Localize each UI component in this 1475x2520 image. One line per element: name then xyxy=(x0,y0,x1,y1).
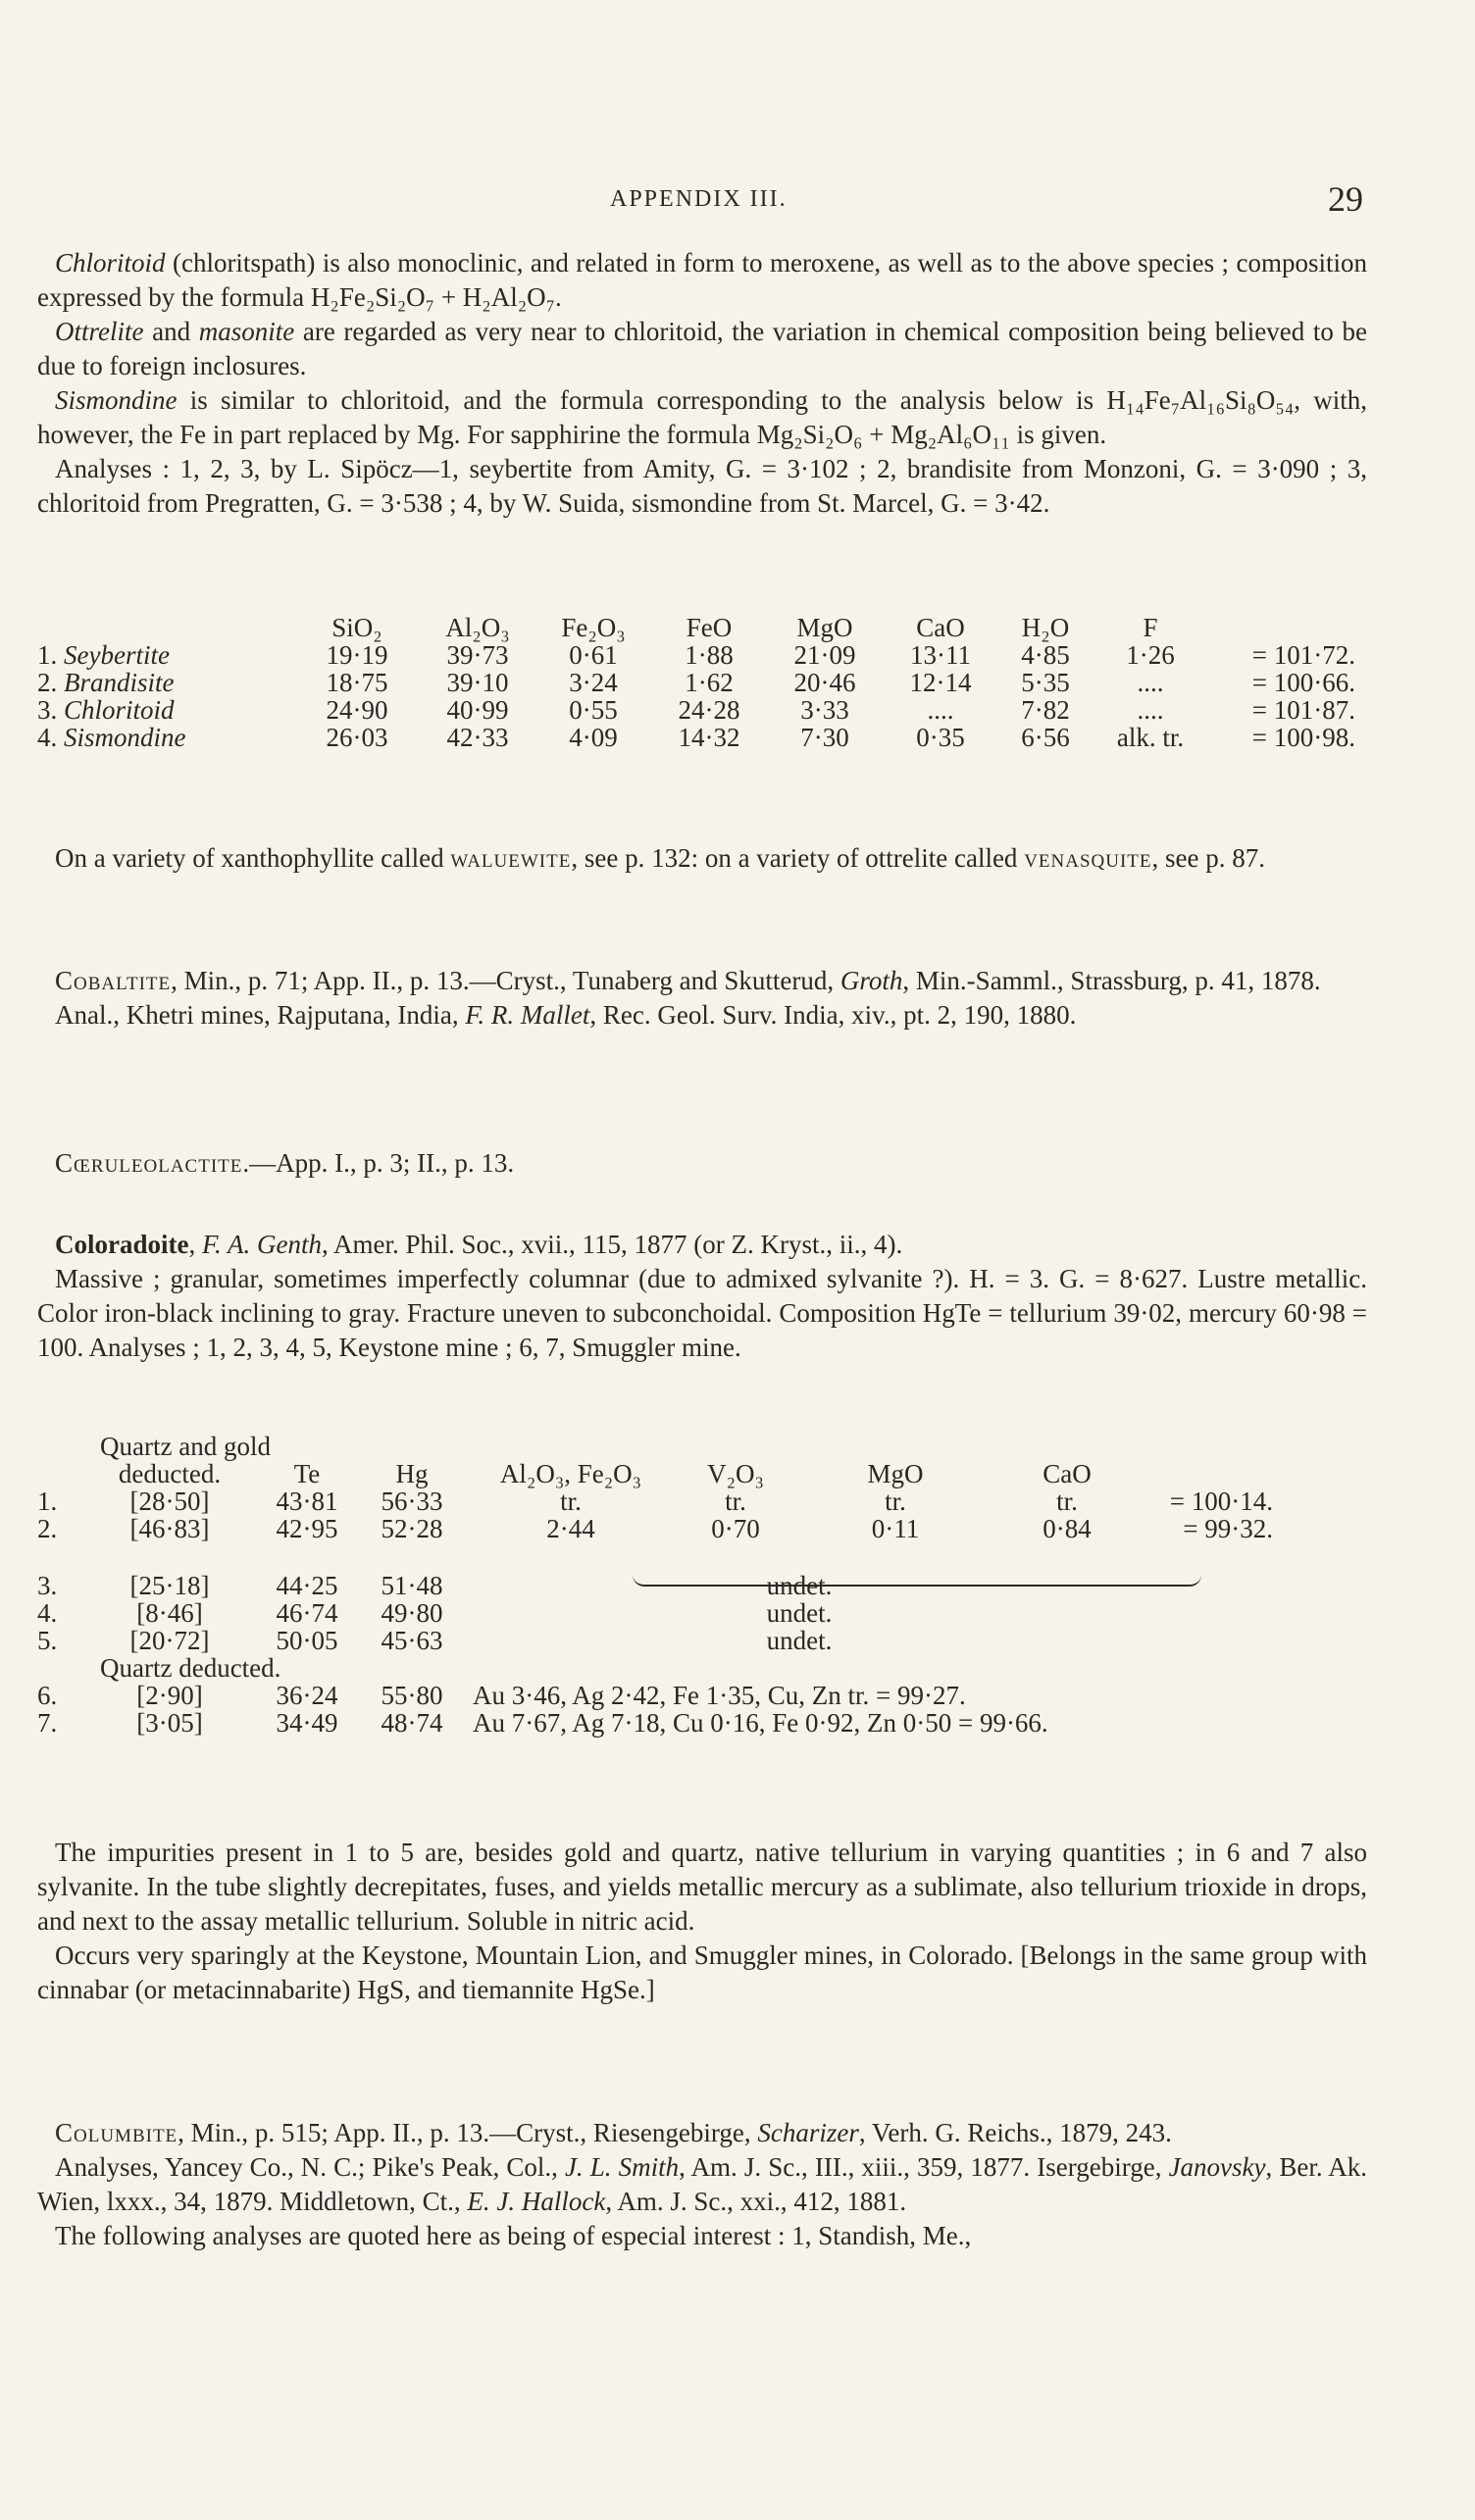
paragraph-text: The impurities present in 1 to 5 are, besides gold and quartz, native tellurium in varying quantities ; in 6 and 7 also sylvanite. In the tube slightly decrepitates, fuses, and yields metallic mercury as a sublimate, also tellurium trioxide in drops, and next to the assay metallic tellurium. Soluble in nitric acid. xyxy=(37,1838,1367,1936)
cell: 3·33 xyxy=(800,695,849,725)
cell: 42·33 xyxy=(446,723,509,752)
mineral-name: Ottrelite xyxy=(55,317,144,346)
paragraph-impurities xyxy=(37,1836,1367,2007)
row-name: Chloritoid xyxy=(64,695,175,725)
cell: 1·26 xyxy=(1126,640,1175,670)
cell: 26·03 xyxy=(326,723,388,752)
author: Scharizer xyxy=(757,2118,859,2147)
column-header: F xyxy=(1143,613,1158,642)
paragraph-text: , Am. J. Sc., III., xiii., 359, 1877. Isergebirge, xyxy=(679,2152,1169,2182)
cell: 44·25 xyxy=(276,1571,338,1600)
mineral-name: Sismondine xyxy=(55,385,178,415)
cell: 0·11 xyxy=(871,1514,920,1543)
cell: 12·14 xyxy=(909,668,972,697)
entry-heading: Columbite xyxy=(55,2118,178,2147)
author: J. L. Smith xyxy=(564,2152,680,2182)
row-label: 2. xyxy=(37,668,64,697)
cell: 34·49 xyxy=(276,1708,338,1738)
cell: tr. xyxy=(725,1487,746,1516)
paragraph-text: , Ber. Ak. Wien, lxxx., 34, 1879. Middletown, Ct., xyxy=(37,2152,1367,2216)
paragraph-text: Massive ; granular, sometimes imperfectly columnar (due to admixed sylvanite ?). H. = 3. G. = 8·627. Lustre metallic. Color iron-black inclining to gray. Fracture uneven to subconchoidal. Composition HgTe = tellurium 39·02, mercury 60·98 = 100. Analyses ; 1, 2, 3, 4, 5, Keystone mine ; 6, 7, Smuggler mine. xyxy=(37,1264,1367,1362)
author: Groth xyxy=(839,966,903,995)
table-row xyxy=(37,1682,1273,1709)
cell: 0·55 xyxy=(569,695,618,725)
column-header: FeO xyxy=(686,613,733,642)
row-total: = 100·98. xyxy=(1251,723,1355,752)
author: E. J. Hallock xyxy=(467,2187,606,2216)
cell: 13·11 xyxy=(910,640,971,670)
column-header: Quartz and gold xyxy=(100,1432,271,1461)
cell: 4·09 xyxy=(569,723,618,752)
paragraph-text: Analyses : 1, 2, 3, by L. Sipöcz—1, seybertite from Amity, G. = 3·102 ; 2, brandisite from Monzoni, G. = 3·090 ; 3, chloritoid from Pregratten, G. = 3·538 ; 4, by W. Suida, sismondine from St. Marcel, G. = 3·42. xyxy=(37,454,1367,518)
cell: 7·82 xyxy=(1021,695,1070,725)
cell: 21·09 xyxy=(793,640,856,670)
row-label: 3. xyxy=(37,695,64,725)
cell: 20·46 xyxy=(793,668,856,697)
cell: 1·88 xyxy=(685,640,734,670)
paragraph-text: Anal., Khetri mines, Rajputana, India, xyxy=(55,1000,466,1030)
cell: 18·75 xyxy=(326,668,388,697)
mineral-name: masonite xyxy=(198,317,295,346)
row-label: 1. xyxy=(37,640,64,670)
cell: 19·19 xyxy=(326,640,388,670)
author: Janovsky xyxy=(1168,2152,1266,2182)
paragraph-chloritoid xyxy=(37,246,1367,521)
cell: undet. xyxy=(766,1571,833,1600)
cell: 56·33 xyxy=(381,1487,443,1516)
grouping-brace xyxy=(633,1575,1201,1587)
table-row xyxy=(37,1627,1273,1654)
cell: alk. tr. xyxy=(1116,723,1185,752)
header-title: APPENDIX III. xyxy=(610,186,788,212)
entry-columbite xyxy=(37,2116,1367,2253)
cell: [3·05] xyxy=(136,1708,203,1738)
subheading: Quartz deducted. xyxy=(100,1653,281,1683)
paragraph-text: , Rec. Geol. Surv. India, xiv., pt. 2, 190, 1880. xyxy=(589,1000,1077,1030)
paragraph-text: , Min., p. 515; App. II., p. 13.—Cryst., Riesengebirge, xyxy=(178,2118,758,2147)
cell: 4·85 xyxy=(1021,640,1070,670)
row-total: = 100·14. xyxy=(1169,1487,1273,1516)
cell: 45·63 xyxy=(381,1626,443,1655)
cell: 40·99 xyxy=(446,695,509,725)
entry-cobaltite xyxy=(37,964,1367,1033)
column-header: CaO xyxy=(916,613,965,642)
cell: 42·95 xyxy=(276,1514,338,1543)
mineral-name: venasquite xyxy=(1024,843,1152,873)
entry-heading: Cobaltite xyxy=(55,966,172,995)
column-header: Al₂O₃, Fe₂O₃ xyxy=(499,1459,642,1488)
column-header: CaO xyxy=(1043,1459,1092,1488)
cell: [20·72] xyxy=(129,1626,210,1655)
paragraph-walue-wite xyxy=(37,841,1367,876)
cell: 3·24 xyxy=(569,668,618,697)
row-name: Brandisite xyxy=(64,668,175,697)
table-row xyxy=(37,1487,1273,1515)
cell: 5·35 xyxy=(1021,668,1070,697)
column-header: MgO xyxy=(796,613,853,642)
row-number: 6. xyxy=(37,1681,58,1710)
row-number: 1. xyxy=(37,1487,58,1516)
cell: tr. xyxy=(560,1487,582,1516)
column-header: V₂O₃ xyxy=(707,1459,764,1488)
cell: 0·84 xyxy=(1043,1514,1092,1543)
entry-coloradoite xyxy=(37,1228,1367,1365)
row-number: 2. xyxy=(37,1514,58,1543)
row-name: Sismondine xyxy=(64,723,186,752)
table-row xyxy=(37,669,1355,696)
cell: 24·90 xyxy=(326,695,388,725)
paragraph-text: , Am. J. Sc., xxi., 412, 1881. xyxy=(605,2187,907,2216)
row-number: 7. xyxy=(37,1708,58,1738)
paragraph-text: (chloritspath) is also monoclinic, and related in form to meroxene, as well as to the above species ; composition expressed by the formula H₂Fe₂Si₂O₇ + H₂Al₂O₇. xyxy=(37,248,1367,312)
cell: [2·90] xyxy=(136,1681,203,1710)
cell: 0·61 xyxy=(569,640,618,670)
paragraph-text: are regarded as very near to chloritoid, the variation in chemical composition being believed to be due to foreign inclosures. xyxy=(37,317,1367,380)
paragraph-text: , see p. 132: on a variety of ottrelite called xyxy=(571,843,1025,873)
paragraph-text: , Min., p. 71; App. II., p. 13.—Cryst., Tunaberg and Skutterud, xyxy=(171,966,840,995)
analysis-table-1 xyxy=(37,614,1355,751)
table-row xyxy=(37,1515,1273,1542)
row-name: Seybertite xyxy=(64,640,170,670)
cell: .... xyxy=(1137,695,1164,725)
paragraph-text: , Min.-Samml., Strassburg, p. 41, 1878. xyxy=(902,966,1321,995)
cell: 43·81 xyxy=(276,1487,338,1516)
paragraph-text: , Verh. G. Reichs., 1879, 243. xyxy=(858,2118,1172,2147)
column-header: deducted. xyxy=(118,1459,222,1488)
table-row xyxy=(37,1599,1273,1627)
cell: 50·05 xyxy=(276,1626,338,1655)
column-header: Te xyxy=(293,1459,321,1488)
cell: [46·83] xyxy=(129,1514,210,1543)
cell: Au 7·67, Ag 7·18, Cu 0·16, Fe 0·92, Zn 0·50 = 99·66. xyxy=(473,1708,1048,1738)
row-number: 5. xyxy=(37,1626,58,1655)
paragraph-text: Occurs very sparingly at the Keystone, Mountain Lion, and Smuggler mines, in Colorado. [Belongs in the same group with cinnabar (or metacinnabarite) HgS, and tiemannite HgSe.] xyxy=(37,1940,1367,2004)
column-header: Hg xyxy=(395,1459,429,1488)
table-row xyxy=(37,724,1355,751)
paragraph-text: is similar to chloritoid, and the formula corresponding to the analysis below is H₁₄Fe₇Al₁₆Si₈O₅₄, with, however, the Fe in part replaced by Mg. For sapphirine the formula Mg₂Si₂O₆ + Mg₂Al₆O₁₁ is given. xyxy=(37,385,1367,449)
entry-heading: Coloradoite xyxy=(55,1230,189,1259)
cell: 52·28 xyxy=(381,1514,443,1543)
cell: undet. xyxy=(766,1626,833,1655)
cell: Au 3·46, Ag 2·42, Fe 1·35, Cu, Zn tr. = 99·27. xyxy=(473,1681,966,1710)
cell: .... xyxy=(1137,668,1164,697)
row-total: = 100·66. xyxy=(1251,668,1355,697)
cell: 6·56 xyxy=(1021,723,1070,752)
cell: 1·62 xyxy=(685,668,734,697)
cell: 49·80 xyxy=(381,1598,443,1628)
row-label: 4. xyxy=(37,723,64,752)
table-row xyxy=(37,641,1355,669)
table-header-row xyxy=(37,1460,1273,1487)
cell: [8·46] xyxy=(136,1598,203,1628)
text: and xyxy=(143,317,199,346)
cell: tr. xyxy=(1056,1487,1078,1516)
paragraph-text: , see p. 87. xyxy=(1151,843,1265,873)
cell: 7·30 xyxy=(800,723,849,752)
entry-heading: Cœruleolactite xyxy=(55,1148,243,1178)
column-header: Fe₂O₃ xyxy=(561,613,626,642)
row-total: = 99·32. xyxy=(1183,1514,1273,1543)
page-number: 29 xyxy=(1328,179,1363,219)
cell: 14·32 xyxy=(678,723,740,752)
column-header: MgO xyxy=(867,1459,924,1488)
author: F. A. Genth xyxy=(201,1230,322,1259)
column-header: SiO₂ xyxy=(331,613,382,642)
cell: 55·80 xyxy=(381,1681,443,1710)
row-total: = 101·72. xyxy=(1251,640,1355,670)
running-header xyxy=(0,179,1475,222)
cell: 0·70 xyxy=(711,1514,760,1543)
cell: 46·74 xyxy=(276,1598,338,1628)
author: F. R. Mallet xyxy=(465,1000,590,1030)
cell: [25·18] xyxy=(129,1571,210,1600)
cell: 24·28 xyxy=(678,695,740,725)
row-total: = 101·87. xyxy=(1251,695,1355,725)
cell: 48·74 xyxy=(381,1708,443,1738)
column-header: Al₂O₃ xyxy=(445,613,510,642)
mineral-name: Chloritoid xyxy=(55,248,166,277)
entry-coeruleolactite xyxy=(37,1146,1367,1181)
row-number: 4. xyxy=(37,1598,58,1628)
paragraph-text: Analyses, Yancey Co., N. C.; Pike's Peak, Col., xyxy=(55,2152,565,2182)
row-number: 3. xyxy=(37,1571,58,1600)
table-header-row xyxy=(37,614,1355,641)
table-subheader-row xyxy=(37,1654,1273,1682)
text: , xyxy=(188,1230,202,1259)
cell: 0·35 xyxy=(916,723,965,752)
cell: 39·10 xyxy=(446,668,509,697)
cell: 39·73 xyxy=(446,640,509,670)
table-header-row xyxy=(37,1433,1273,1460)
paragraph-text: The following analyses are quoted here as being of especial interest : 1, Standish, Me., xyxy=(55,2221,972,2250)
table-row xyxy=(37,1709,1273,1737)
cell: .... xyxy=(927,695,954,725)
paragraph-text: , Amer. Phil. Soc., xvii., 115, 1877 (or Z. Kryst., ii., 4). xyxy=(322,1230,903,1259)
cell: 51·48 xyxy=(381,1571,443,1600)
cell: undet. xyxy=(766,1598,833,1628)
cell: 36·24 xyxy=(276,1681,338,1710)
paragraph-text: On a variety of xanthophyllite called xyxy=(55,843,451,873)
table-row xyxy=(37,696,1355,724)
mineral-name: waluewite xyxy=(450,843,572,873)
cell: [28·50] xyxy=(129,1487,210,1516)
cell: tr. xyxy=(885,1487,906,1516)
paragraph-text: .—App. I., p. 3; II., p. 13. xyxy=(242,1148,515,1178)
column-header: H₂O xyxy=(1021,613,1070,642)
cell: 2·44 xyxy=(546,1514,595,1543)
